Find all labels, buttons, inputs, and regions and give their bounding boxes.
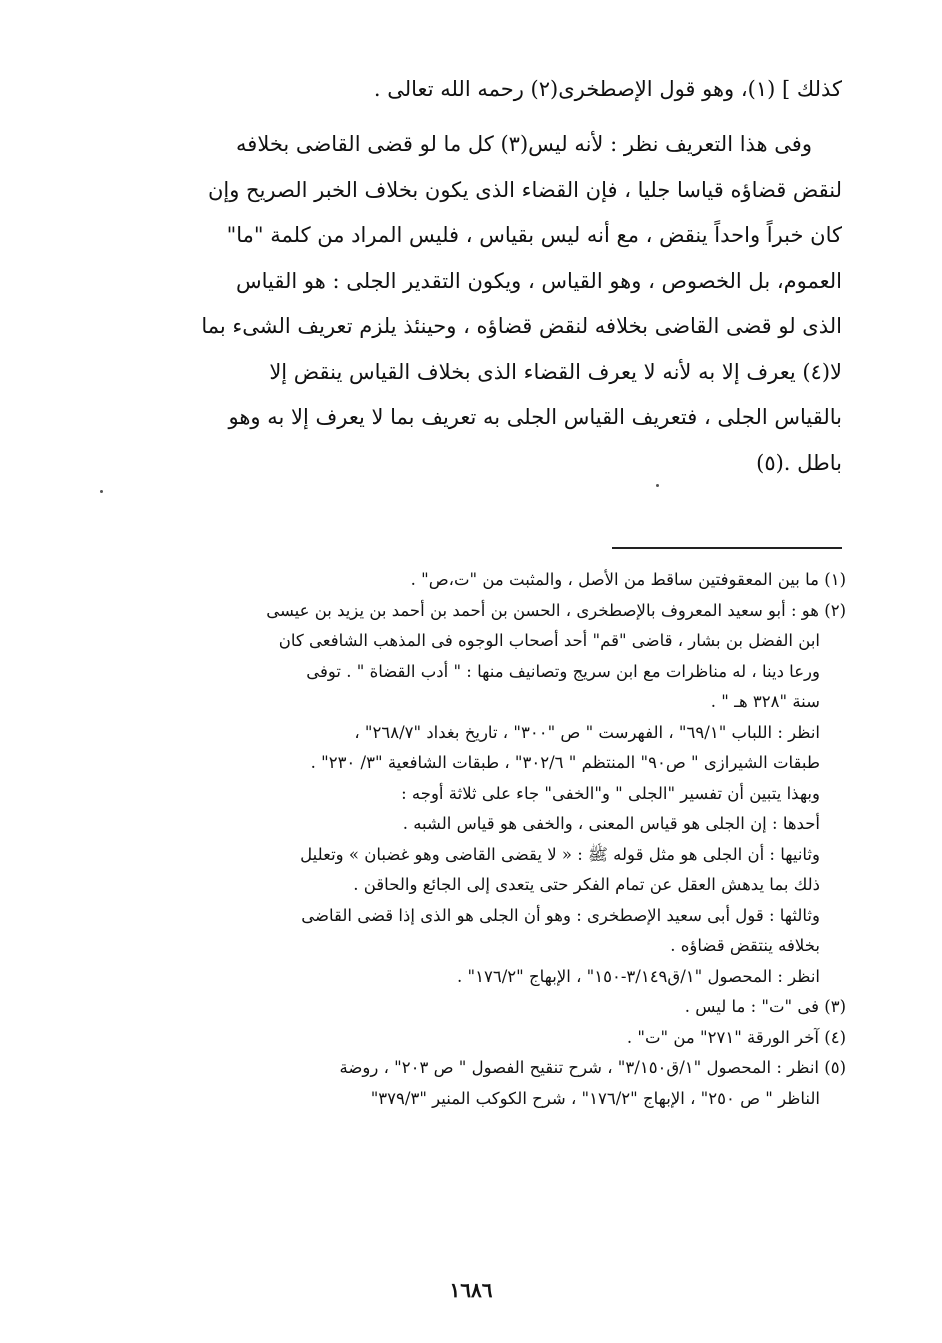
body-line-8: بالقياس الجلى ، فتعريف القياس الجلى به تعريف بما لا يعرف إلا به وهو (228, 405, 842, 429)
scan-speck (656, 484, 659, 487)
scan-speck (100, 490, 103, 493)
body-line-6: الذى لو قضى القاضى بخلافه لنقض قضاؤه ، وحينئذ يلزم تعريف الشىء بما (201, 314, 842, 338)
footnote-1: (١) ما بين المعقوفتين ساقط من الأصل ، والمثبت من "ت،ص" . (410, 570, 846, 589)
footnote-2-line-11: وثالثها : قول أبى سعيد الإصطخرى : وهو أن الجلى هو الذى إذا قضى القاضى (301, 905, 820, 925)
main-body-text (122, 76, 842, 486)
body-line-4: كان خبراً واحداً ينقض ، مع أنه ليس بقياس ، فليس المراد من كلمة "ما" (226, 223, 842, 247)
body-line-7: لا(٤) يعرف إلا به لأنه لا يعرف القضاء الذى بخلاف القياس ينقض إلا (269, 359, 842, 384)
footnote-divider (612, 547, 842, 549)
footnote-5-line-1: (٥) انظر : المحصول "١/ق٣/١٥٠" ، شرح تنقيح الفصول " ص ٢٠٣" ، روضة (339, 1058, 846, 1077)
footnote-2-line-12: بخلافه ينتقض قضاؤه . (670, 936, 820, 955)
footnote-2-line-10: ذلك بما يدهش العقل عن تمام الفكر حتى يتعدى إلى الجائع والحاقن . (353, 875, 820, 894)
footnote-2-line-13: انظر : المحصول "١/ق٣/١٤٩-١٥٠" ، الإبهاج "١٧٦/٢" . (457, 966, 820, 986)
footnote-2-line-1: (٢) هو : أبو سعيد المعروف بالإصطخرى ، الحسن بن أحمد بن أحمد بن يزيد بن عيسى (266, 600, 846, 620)
footnote-2-line-5: انظر : اللباب "٦٩/١" ، الفهرست " ص "٣٠٠" ، تاريخ بغداد "٢٦٨/٧" ، (354, 722, 820, 742)
footnotes-section (126, 565, 846, 1114)
footnote-2-line-9: وثانيها : أن الجلى هو مثل قوله ﷺ : « لا يقضى القاضى وهو غضبان » وتعليل (300, 844, 820, 864)
footnote-2-line-8: أحدها : إن الجلى هو قياس المعنى ، والخفى هو قياس الشبه . (402, 814, 820, 833)
body-line-1: كذلك ] (١)، وهو قول الإصطخرى(٢) رحمه الله تعالى . (373, 77, 842, 101)
body-line-3: لنقض قضاؤه قياسا جليا ، فإن القضاء الذى يكون بخلاف الخبر الصريح وإن (207, 177, 842, 202)
footnote-2-line-2: ابن الفضل بن بشار ، قاضى "قم" أحد أصحاب الوجوه فى المذهب الشافعى كان (278, 631, 820, 650)
footnote-4: (٤) آخر الورقة "٢٧١" من "ت" . (626, 1027, 846, 1047)
body-line-5: العموم، بل الخصوص ، وهو القياس ، ويكون التقدير الجلى : هو القياس (235, 268, 842, 293)
footnote-2-line-4: سنة "٣٢٨ هـ " . (710, 692, 820, 711)
footnote-2-line-3: ورعا دينا ، له مناظرات مع ابن سريج وتصانيف منها : " أدب القضاة " . توفى (306, 661, 820, 681)
footnote-2-line-6: طبقات الشيرازى " ص٩٠" المنتظم " ٣٠٢/٦" ، طبقات الشافعية "٣/ ٢٣٠" . (310, 753, 820, 772)
body-line-2: وفى هذا التعريف نظر : لأنه ليس(٣) كل ما لو قضى القاضى بخلافه (236, 132, 812, 156)
footnote-2-line-7: وبهذا يتبين أن تفسير "الجلى " و"الخفى" جاء على ثلاثة أوجه : (401, 783, 820, 803)
footnote-5-line-2: الناظر " ص ٢٥٠" ، الإبهاج "١٧٦/٢" ، شرح الكوكب المنير "٣٧٩/٣" (370, 1088, 820, 1108)
body-line-9: باطل .(٥) (756, 450, 842, 475)
footnote-3: (٣) فى "ت" : ما ليس . (684, 997, 846, 1016)
page-number: ١٦٨٦ (449, 1278, 493, 1302)
